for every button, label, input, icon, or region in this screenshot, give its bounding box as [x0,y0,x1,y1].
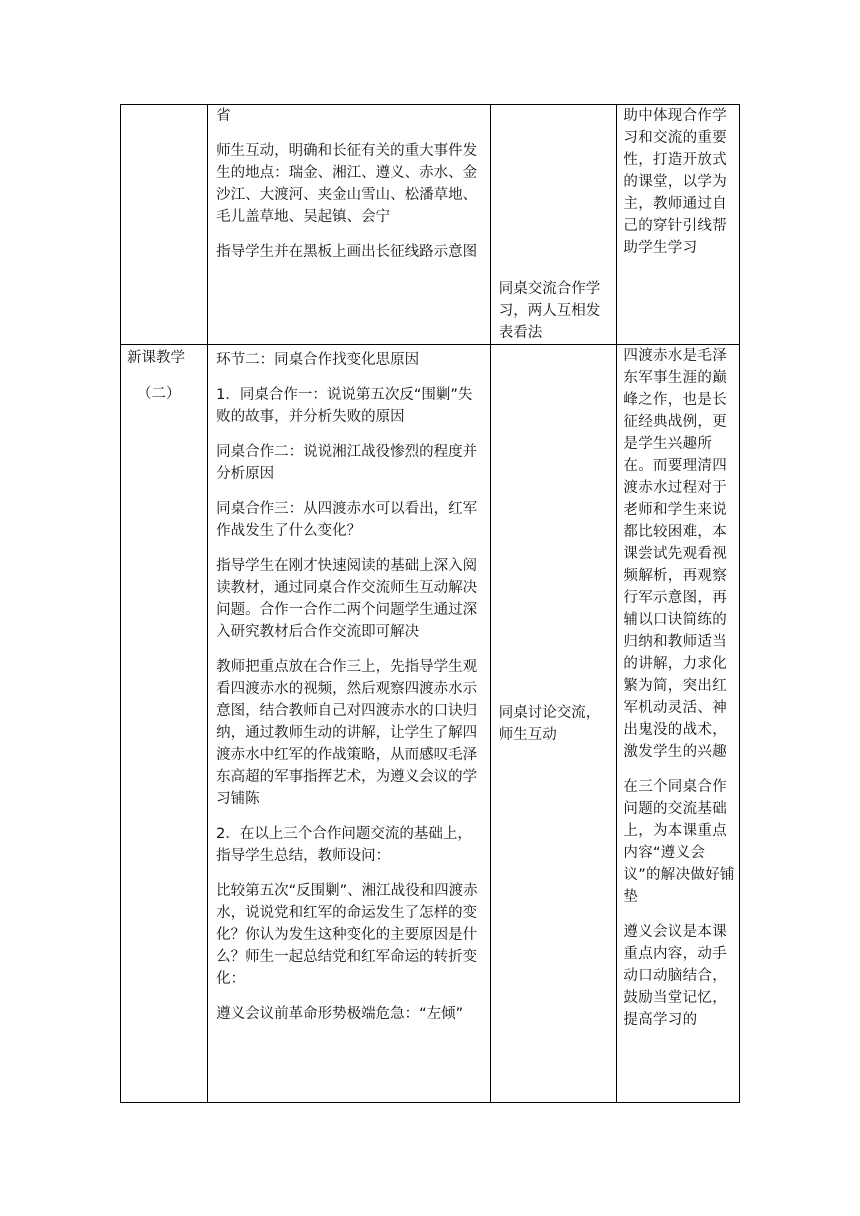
paragraph: 同桌交流合作学习，两人互相发表看法 [498,281,601,341]
student-activity-cell [490,105,617,345]
paragraph: 遵义会议前革命形势极端危急：“左倾” [216,1006,464,1022]
paragraph: 指导学生在刚才快速阅读的基础上深入阅读教材，通过同桌合作交流师生互动解决问题。合作一合作二两个问题学生通过深入研究教材后合作交流即可解决 [216,558,478,640]
stage-cell [121,345,208,1103]
design-intent-cell [617,345,740,1103]
paragraph: 同桌合作三：从四渡赤水可以看出，红军作战发生了什么变化？ [216,501,478,539]
stage-subtitle: （二） [137,386,181,402]
paragraph: 遵义会议是本课重点内容，动手动口动脑结合，鼓励当堂记忆，提高学习的 [623,924,727,1028]
paragraph: 在三个同桌合作问题的交流基础上，为本课重点内容“遵义会议”的解决做好铺垫 [623,779,735,905]
lesson-plan-table [120,104,740,1103]
stage-cell [121,105,208,345]
student-activity-cell [490,345,617,1103]
paragraph: 2．在以上三个合作问题交流的基础上，指导学生总结，教师设问： [216,826,472,864]
paragraph: 助中体现合作学习和交流的重要性，打造开放式的课堂，以学为主，教师通过自己的穿针引线帮助学生学习 [623,108,727,256]
paragraph: 指导学生并在黑板上画出长征线路示意图 [216,244,478,260]
paragraph: 四渡赤水是毛泽东军事生涯的巅峰之作，也是长征经典战例，更是学生兴趣所在。而要理清四渡赤水过程对于老师和学生来说都比较困难，本课尝试先观看视频解析，再观察行军示意图，再辅以口诀简练的归纳和教师适当的讲解，力求化繁为简，突出红军机动灵活、神出鬼没的战术，激发学生的兴趣 [623,348,727,760]
paragraph: 师生互动，明确和长征有关的重大事件发生的地点：瑞金、湘江、遵义、赤水、金沙江、大渡河、夹金山雪山、松潘草地、毛儿盖草地、吴起镇、会宁 [216,143,478,225]
paragraph: 环节二：同桌合作找变化思原因 [216,352,420,368]
stage-title: 新课教学 [127,350,185,366]
paragraph: 同桌讨论交流，师生互动 [498,704,601,743]
paragraph: 省 [216,108,231,124]
teacher-activity-cell [208,105,491,345]
teacher-activity-cell [208,345,491,1103]
design-intent-cell [617,105,740,345]
paragraph: 比较第五次“反围剿”、湘江战役和四渡赤水，说说党和红军的命运发生了怎样的变化？你认为发生这种变化的主要原因是什么？师生一起总结党和红军命运的转折变化： [216,883,478,987]
table-row [121,345,740,1103]
paragraph: 同桌合作二：说说湘江战役惨烈的程度并分析原因 [216,444,478,482]
table-row [121,105,740,345]
paragraph: 1．同桌合作一：说说第五次反“围剿”失败的故事，并分析失败的原因 [216,387,473,425]
paragraph: 教师把重点放在合作三上，先指导学生观看四渡赤水的视频，然后观察四渡赤水示意图，结合教师自己对四渡赤水的口诀归纳，通过教师生动的讲解，让学生了解四渡赤水中红军的作战策略，从而感叹毛泽东高超的军事指挥艺术，为遵义会议的学习铺陈 [216,659,478,807]
